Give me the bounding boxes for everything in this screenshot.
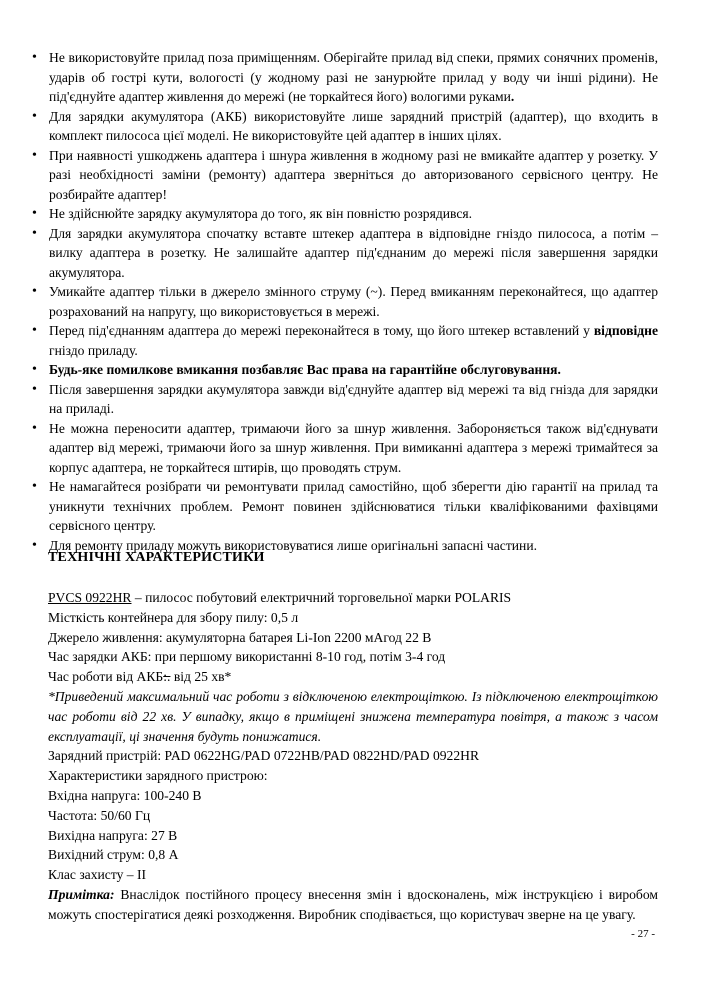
list-item: • Не можна переносити адаптер, тримаючи його за шнур живлення. Забороняється також від'єднувати адаптер від мережі, тримаючи його за шнур живлення. При вимиканні адаптера з мережі тримайтеся за корпус адаптера, не торкайтеся штирів, що проводять струм. xyxy=(32,419,658,478)
output-voltage: Вихідна напруга: 27 В xyxy=(48,827,178,843)
input-voltage: Вхідна напруга: 100-240 В xyxy=(48,787,202,803)
run-time: Час роботи від АКБ:. від 25 хв* xyxy=(48,669,232,685)
protection-class: Клас захисту – II xyxy=(48,867,147,883)
model-name: PVCS 0922HR xyxy=(48,590,132,605)
list-item: • При наявності ушкоджень адаптера і шнура живлення в жодному разі не вмикайте адаптер у розетку. У разі необхідності заміни (ремонту) адаптера зверніться до авторизованого сервісного центру. Не розбирайте адаптер! xyxy=(32,146,658,205)
power-source: Джерело живлення: акумуляторна батарея Li-Ion 2200 мАгод 22 В xyxy=(48,629,432,645)
list-item: • Перед під'єднанням адаптера до мережі переконайтеся в тому, що його штекер вставлений у відповідне гніздо приладу. xyxy=(32,321,658,360)
note: Примітка: Внаслідок постійного процесу внесення змін і вдосконалень, між інструкцією і виробом можуть спостерігатися деякі розходження. Виробник сподівається, що користувач зверне на це увагу. xyxy=(48,886,658,922)
list-item: • Будь-яке помилкове вмикання позбавляє Вас права на гарантійне обслуговування. xyxy=(32,360,658,380)
safety-instructions-list xyxy=(32,48,658,555)
charger-specs-title: Характеристики зарядного пристрою: xyxy=(48,768,268,784)
list-item: • Не намагайтеся розібрати чи ремонтувати прилад самостійно, щоб зберегти дію гарантії на прилад та уникнути технічних проблем. Ремонт повинен здійснюватися тільки кваліфікованими фахівцями сервісного центру. xyxy=(32,477,658,536)
model-line: PVCS 0922HR – пилосос побутовий електричний торговельної марки POLARIS xyxy=(48,590,512,605)
list-item: • Умикайте адаптер тільки в джерело змінного струму (~). Перед вмиканням переконайтеся, що адаптер розрахований на напругу, що використовується в мережі. xyxy=(32,282,658,321)
container-capacity: Місткість контейнера для збору пилу: 0,5 л xyxy=(48,609,299,625)
list-item: • Після завершення зарядки акумулятора завжди від'єднуйте адаптер від мережі та від гнізда для зарядки на приладі. xyxy=(32,380,658,419)
page-number: - 27 - xyxy=(631,928,655,940)
run-time-footnote: *Приведений максимальний час роботи з відключеною електрощіткою. Із підключеною електрощіткою час роботи від 22 хв. У випадку, якщо в приміщені знижена температура повітря, а також з часом експлуатації, ці значення будуть понижатися. xyxy=(48,688,658,744)
list-item: • Не здійснюйте зарядку акумулятора до того, як він повністю розрядився. xyxy=(32,204,658,224)
frequency: Частота: 50/60 Гц xyxy=(48,807,151,823)
charger-models: Зарядний пристрій: PAD 0622HG/PAD 0722HB/PAD 0822HD/PAD 0922HR xyxy=(48,748,480,764)
list-item: • Не використовуйте прилад поза приміщенням. Оберігайте прилад від спеки, прямих сонячних променів, ударів об гострі кути, вологості (у жодному разі не занурюйте прилад у воду чи інші рідини). Не під'єднуйте адаптер живлення до мережі (не торкайтеся його) вологими руками. xyxy=(32,48,658,107)
list-item: • Для ремонту приладу можуть використовуватися лише оригінальні запасні частини. xyxy=(32,536,658,556)
charge-time: Час зарядки АКБ: при першому використанні 8-10 год, потім 3-4 год xyxy=(48,649,446,665)
list-item: • Для зарядки акумулятора спочатку вставте штекер адаптера в відповідне гніздо пилососа, а потім – вилку адаптера в розетку. Не залишайте адаптер під'єднаним до мережі після завершення зарядки акумулятора. xyxy=(32,224,658,283)
output-current: Вихідний струм: 0,8 А xyxy=(48,847,179,863)
note-label: Примітка: xyxy=(48,886,115,902)
list-item: • Для зарядки акумулятора (АКБ) використовуйте лише зарядний пристрій (адаптер), що входить в комплект пилососа цієї моделі. Не використовуйте цей адаптер в інших цілях. xyxy=(32,107,658,146)
technical-specifications xyxy=(48,588,658,925)
section-title: ТЕХНІЧНІ ХАРАКТЕРИСТИКИ xyxy=(48,550,265,565)
